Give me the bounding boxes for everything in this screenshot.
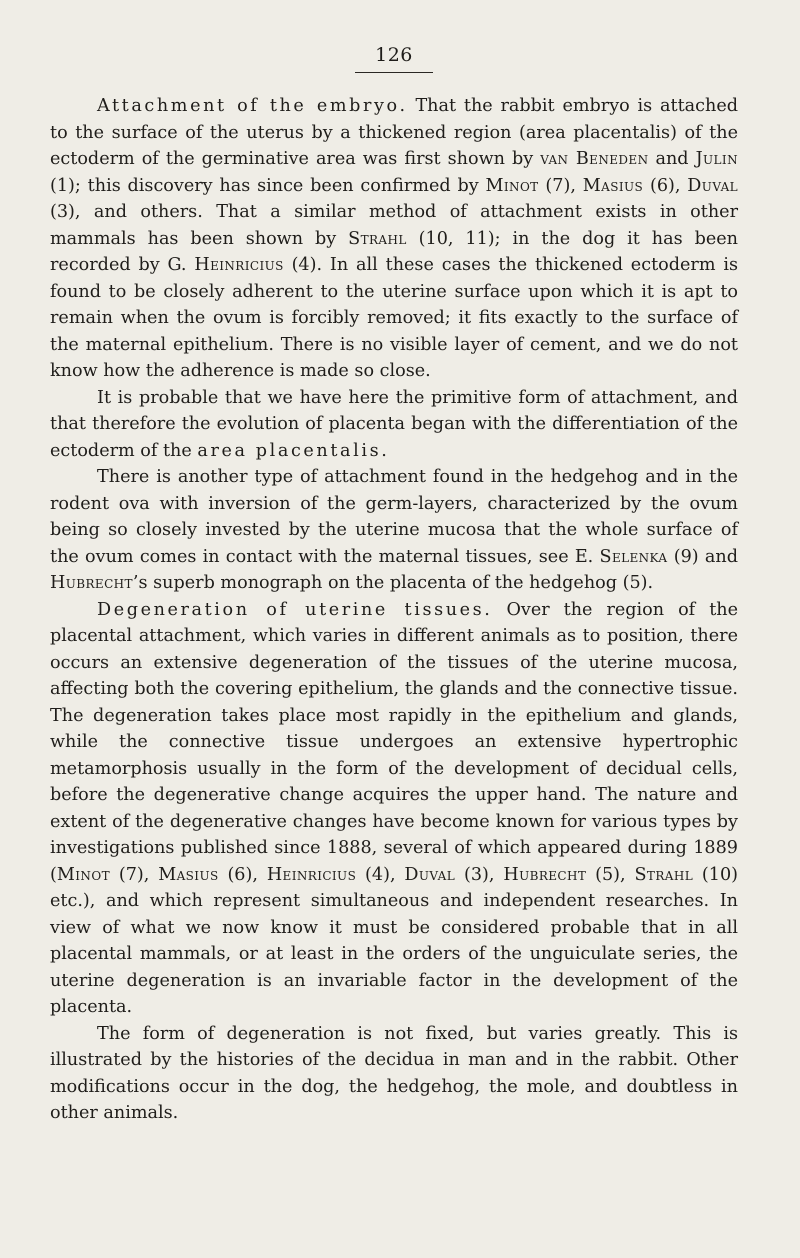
paragraph-form-of-degeneration (50, 1021, 738, 1127)
text-run: (7), (538, 175, 583, 196)
author-name: Minot (485, 175, 539, 196)
paragraph-degeneration (50, 597, 738, 1021)
text-run: (4), (356, 864, 405, 885)
page-number-rule (355, 72, 433, 73)
text-run: (7), (109, 864, 159, 885)
text-run: (1); this discovery has since been confirmed by (50, 175, 486, 196)
author-name: Heinricius (194, 255, 284, 275)
text-run: . (381, 440, 387, 461)
author-name: van Beneden (540, 149, 649, 169)
paragraph-hedgehog-attachment (50, 464, 738, 597)
paragraph-attachment (50, 93, 738, 385)
author-name: Hubrecht (503, 864, 587, 885)
text-run: (3), and others. That a similar method of attachment exists in other mammals has been shown by (50, 202, 738, 249)
text-run: (5), (586, 864, 635, 885)
author-name: Strahl (348, 228, 407, 249)
author-name: Selenka (599, 546, 668, 567)
text-run: That the rabbit embryo is attached to the surface of the uterus by a thickened region (area placentalis) of the ectoderm of the germinative area was first shown by (50, 96, 738, 169)
text-run: ’s superb monograph on the placenta of the hedgehog (5). (132, 573, 654, 593)
author-name: Heinricius (266, 864, 357, 885)
paragraph-primitive-form (50, 385, 738, 465)
author-name: Julin (695, 149, 738, 169)
spaced-heading: area placentalis (197, 440, 382, 461)
text-run: (10, 11); in the dog it has been recorded by G. (50, 228, 738, 275)
text-run: There is another type of attachment found in the hedgehog and in the rodent ova with inversion of the germ-layers, characterized by the ovum being so closely invested by the uterine mucosa that the whole surface of the ovum comes in contact with the maternal tissues, see E. (50, 467, 738, 567)
text-run: It is probable that we have here the primitive form of attachment, and that therefore the evolution of placenta began with the differentiation of the ectoderm of the (50, 387, 738, 461)
author-name: Duval (404, 864, 456, 885)
spaced-heading: Degeneration of uterine tissues. (97, 599, 493, 620)
text-run: (10) etc.), and which represent simultaneous and independent researches. In view of what we now know it must be considered probable that in all placental mammals, or at least in the orders of the unguiculate series, the uterine degeneration is an invariable factor in the development of the placenta. (50, 864, 739, 1017)
text-run: and (648, 149, 696, 169)
author-name: Hubrecht (50, 573, 133, 593)
author-name: Masius (582, 175, 644, 196)
body-text (50, 93, 738, 1127)
author-name: Strahl (634, 864, 694, 885)
text-run: (6), (218, 864, 267, 885)
text-run: (9) and (667, 546, 738, 567)
page-number: 126 (375, 44, 413, 66)
author-name: Duval (687, 175, 739, 196)
text-run: The form of degeneration is not fixed, but varies greatly. This is illustrated by the histories of the decidua in man and in the rabbit. Other modifications occur in the dog, the hedgehog, the mole, and doubtless in other animals. (50, 1023, 738, 1123)
author-name: Minot (56, 864, 110, 885)
spaced-heading: Attachment of the embryo. (97, 96, 408, 116)
text-run: Over the region of the placental attachment, which varies in different animals as to position, there occurs an extensive degeneration of the tissues of the uterine mucosa, affecting both the covering epithelium, the glands and the connective tissue. The degeneration takes place most rapidly in the epithelium and glands, while the connective tissue undergoes an extensive hypertrophic metamorphosis usually in the form of the development of decidual cells, before the degenerative change acquires the upper hand. The nature and extent of the degenerative changes have become known for various types by investigations published since 1888, several of which appeared during 1889 ( (50, 599, 739, 885)
text-run: (3), (455, 864, 504, 885)
text-run: (6), (643, 175, 688, 196)
text-run: (4). In all these cases the thickened ectoderm is found to be closely adherent to the uterine surface upon which it is apt to remain when the ovum is forcibly removed; it fits exactly to the surface of the maternal epithelium. There is no visible layer of cement, and we do not know how the adherence is made so close. (50, 255, 738, 381)
author-name: Masius (158, 864, 219, 885)
